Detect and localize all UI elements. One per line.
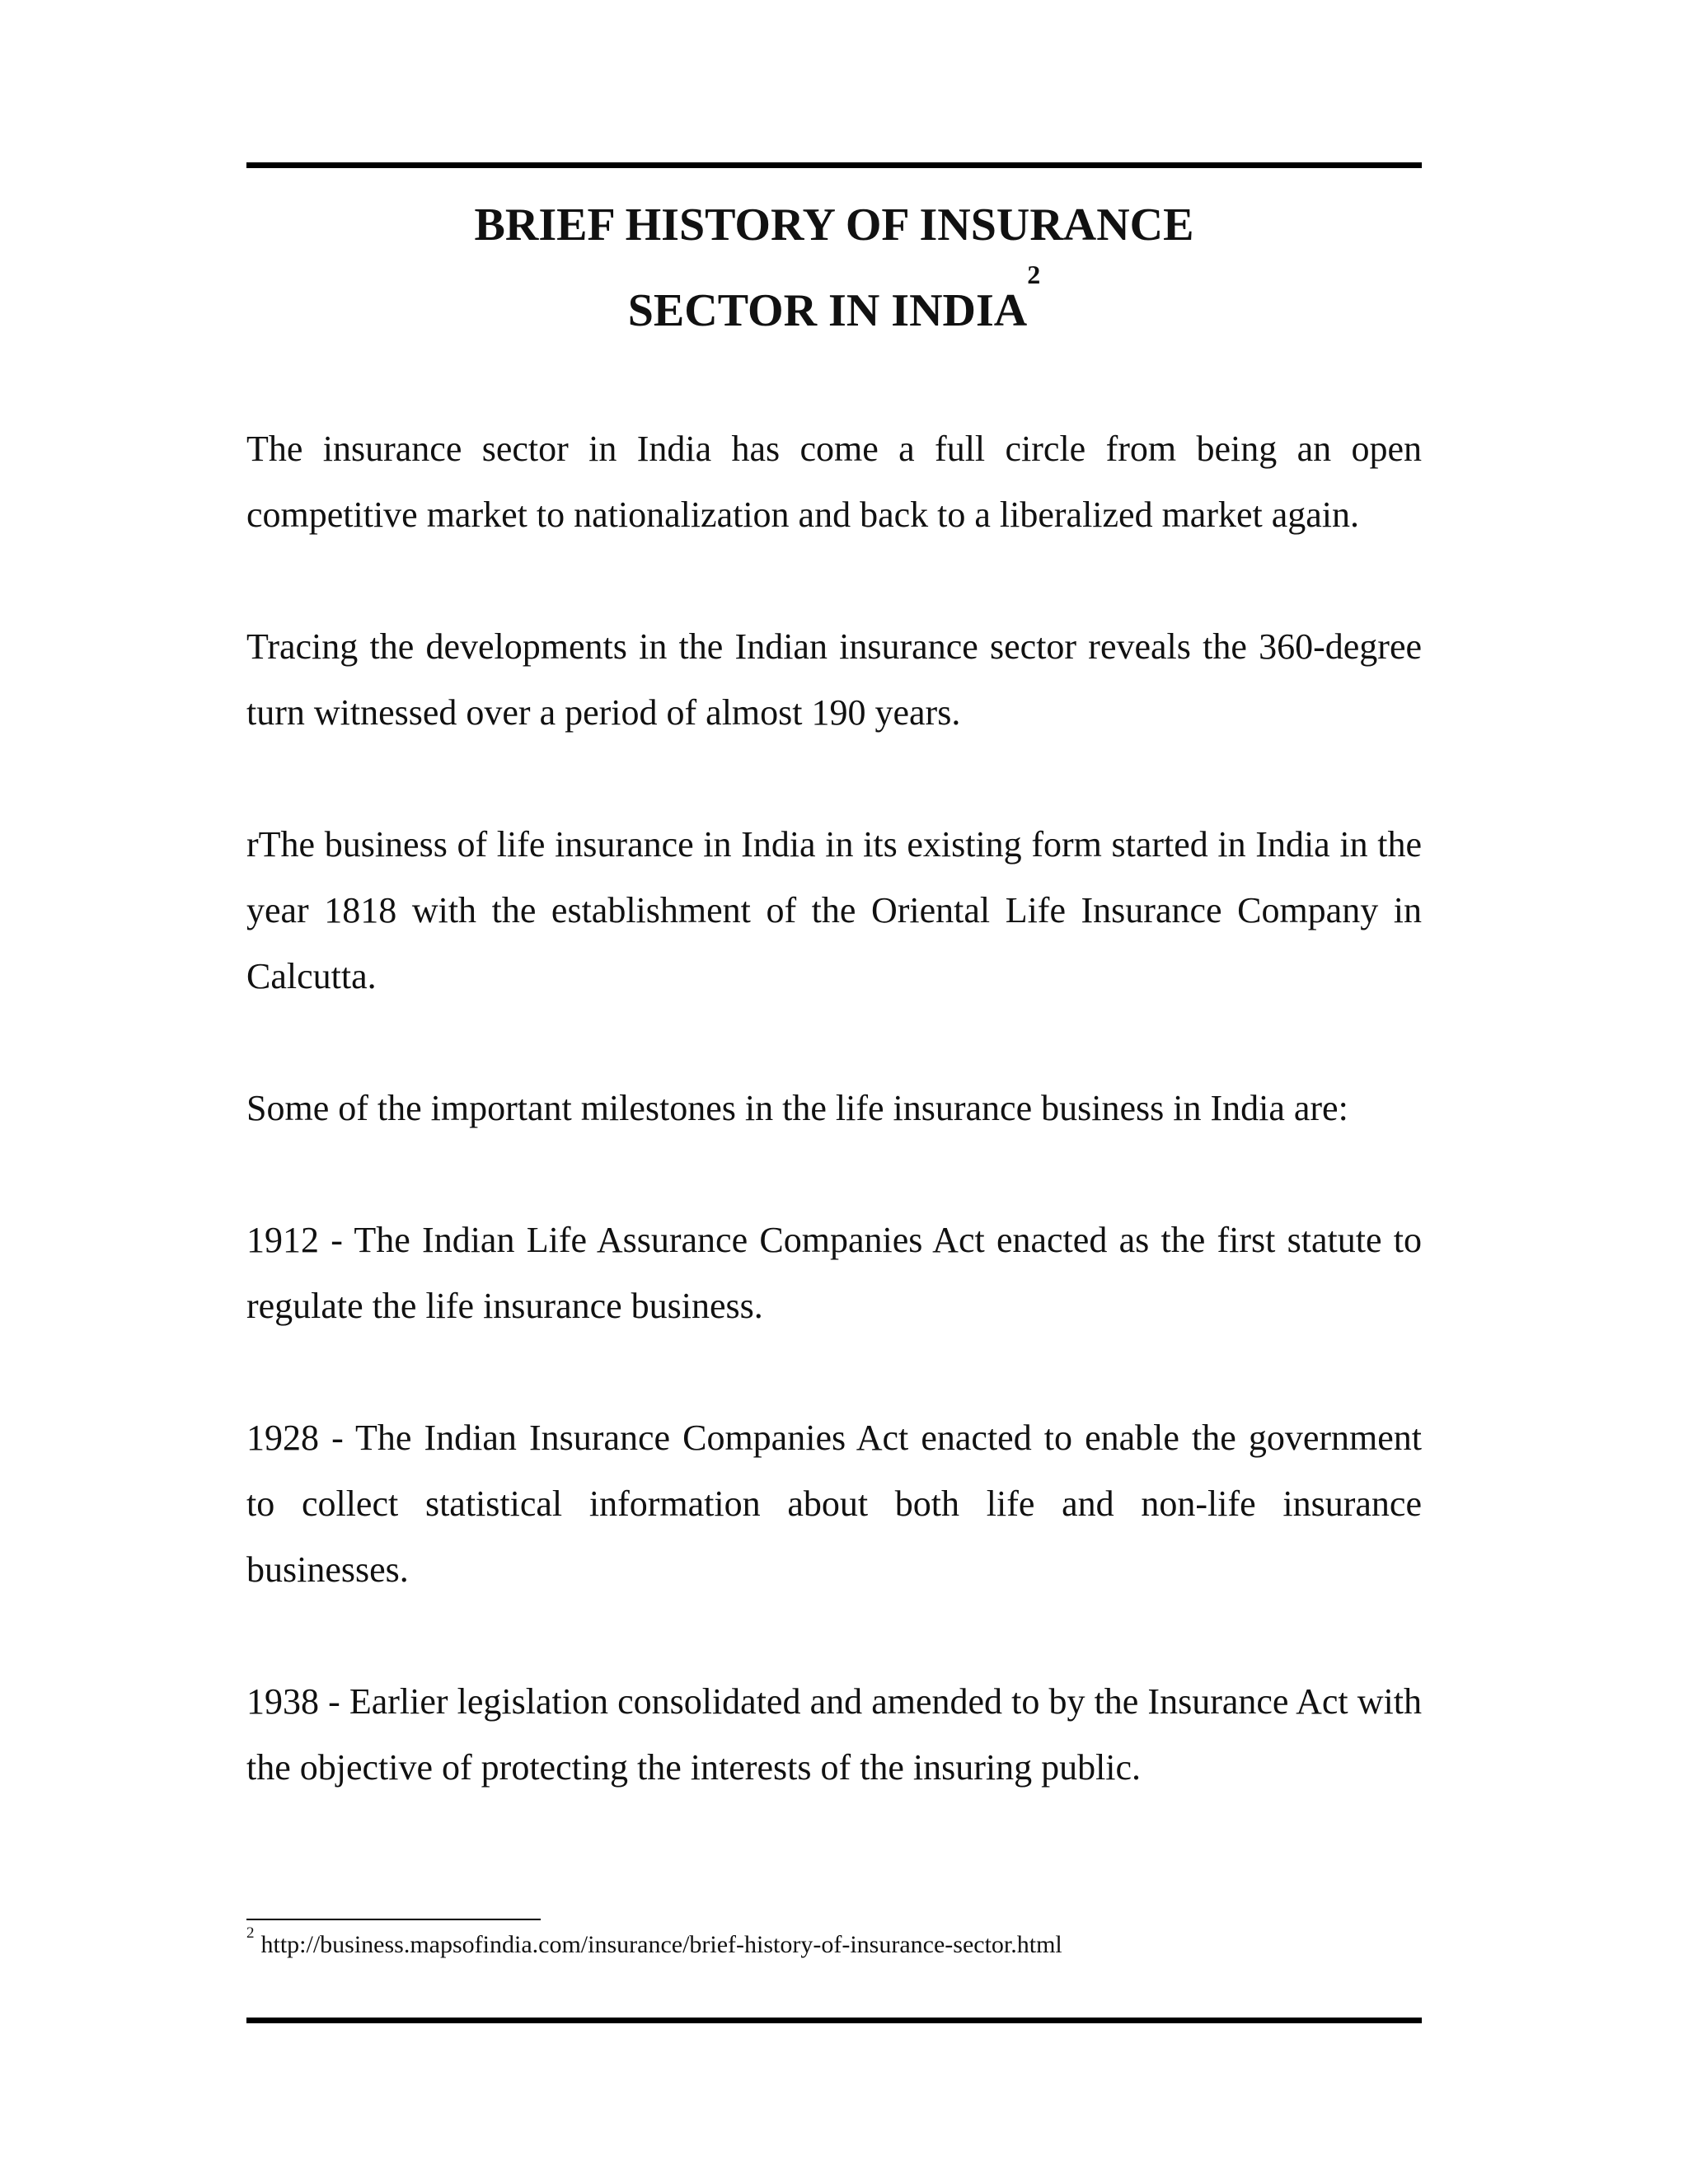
paragraph-origin: rThe business of life insurance in India in its existing form started in India in the year 1818 with the establishment of the Oriental Life Insurance Company in Calcutta. [246,824,1422,996]
paragraph-milestones-intro: Some of the important milestones in the life insurance business in India are: [246,1088,1348,1128]
footnote [246,1924,1422,1961]
milestone-1928: 1928 - The Indian Insurance Companies Act enacted to enable the government to collect statistical information about both life and non-life insurance businesses. [246,1418,1422,1590]
top-rule [246,162,1422,168]
title-line-2: SECTOR IN INDIA [627,285,1028,336]
footnote-separator [246,1919,541,1920]
bottom-rule [246,2018,1422,2023]
paragraph-intro: The insurance sector in India has come a full circle from being an open competitive market to nationalization and back to a liberalized market again. [246,429,1422,535]
page-title [246,182,1422,354]
milestone-1912: 1912 - The Indian Life Assurance Companies Act enacted as the first statute to regulate the life insurance business. [246,1220,1422,1326]
paragraph-developments: Tracing the developments in the Indian insurance sector reveals the 360-degree turn witnessed over a period of almost 190 years. [246,626,1422,733]
footnote-url[interactable]: http://business.mapsofindia.com/insurance/brief-history-of-insurance-sector.html [260,1931,1062,1958]
milestone-1938: 1938 - Earlier legislation consolidated and amended to by the Insurance Act with the objective of protecting the interests of the insuring public. [246,1681,1422,1788]
title-footnote-ref: 2 [1027,260,1041,289]
footnote-number: 2 [246,1924,255,1942]
title-line-1: BRIEF HISTORY OF INSURANCE [474,199,1194,251]
